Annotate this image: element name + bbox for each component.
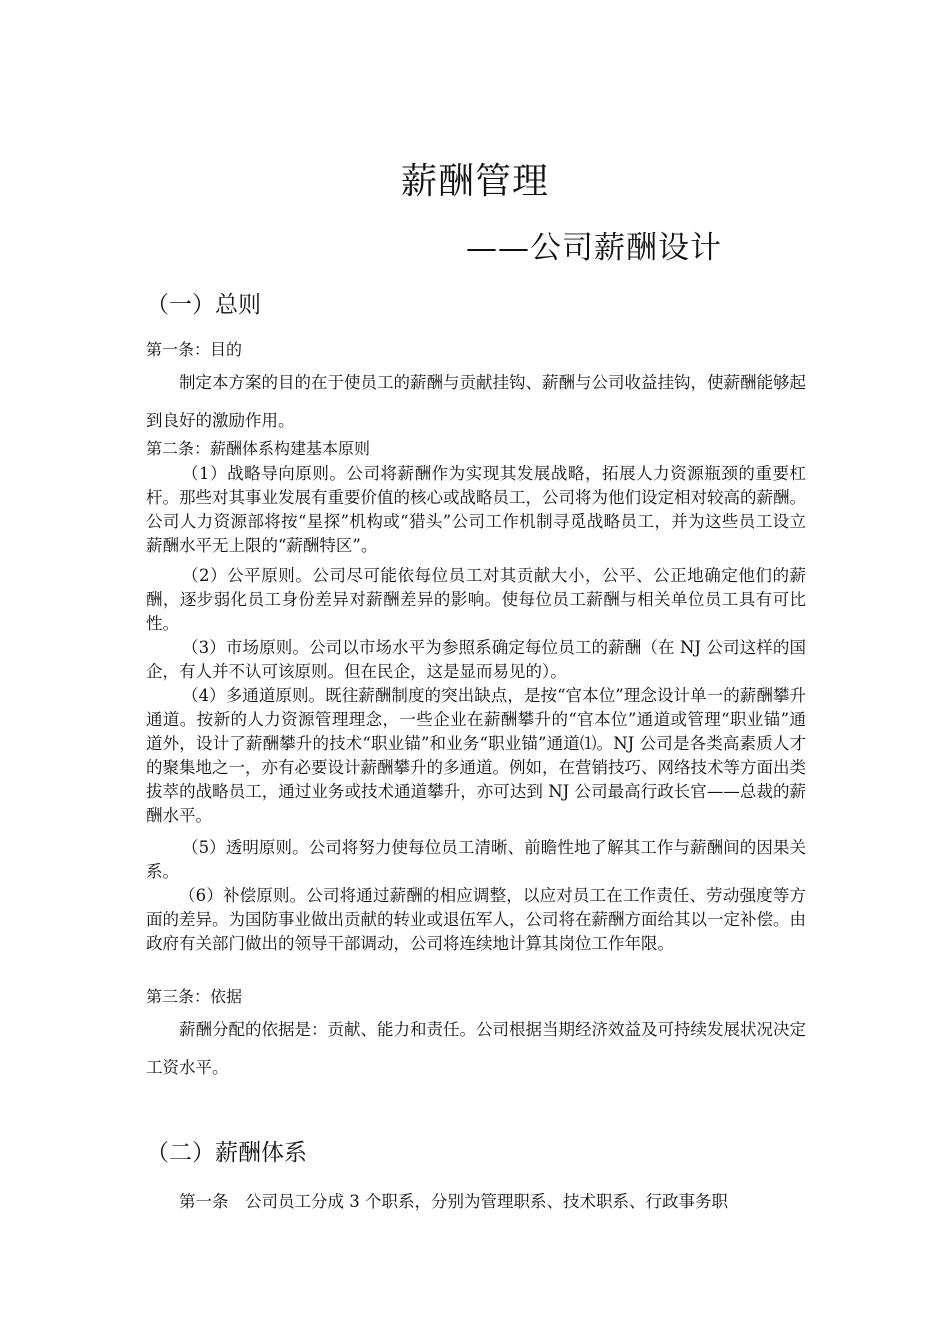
article-text-job-families: 第一条 公司员工分成 3 个职系，分别为管理职系、技术职系、行政事务职 xyxy=(179,1192,728,1211)
document-subtitle: ——公司薪酬设计 xyxy=(466,230,722,266)
article-text-basis: 薪酬分配的依据是：贡献、能力和责任。公司根据当期经济效益及可持续发展状况决定工资水平。 xyxy=(146,1020,806,1077)
principle-paragraph: （5）透明原则。公司将努力使每位员工清晰、前瞻性地了解其工作与薪酬间的因果关系。 xyxy=(146,838,806,881)
principle-paragraph: （1）战略导向原则。公司将薪酬作为实现其发展战略，拓展人力资源瓶颈的重要杠杆。那些对其事业发展有重要价值的核心或战略员工，公司将为他们设定相对较高的薪酬。公司人力资源部将按“星探”机构或“猎头”公司工作机制寻觅战略员工，并为这些员工设立薪酬水平无上限的“薪酬特区”。 xyxy=(146,464,806,555)
article-heading-purpose: 第一条：目的 xyxy=(146,340,243,359)
section-heading-general: （一）总则 xyxy=(146,292,261,318)
article-heading-basis: 第三条：依据 xyxy=(146,987,243,1006)
principle-paragraph: （6）补偿原则。公司将通过薪酬的相应调整，以应对员工在工作责任、劳动强度等方面的差异。为国防事业做出贡献的转业或退伍军人，公司将在薪酬方面给其以一定补偿。由政府有关部门做出的领导干部调动，公司将连续地计算其岗位工作年限。 xyxy=(146,886,806,953)
article-text-purpose: 制定本方案的目的在于使员工的薪酬与贡献挂钩、薪酬与公司收益挂钩，使薪酬能够起到良好的激励作用。 xyxy=(146,373,806,430)
principle-paragraph: （3）市场原则。公司以市场水平为参照系确定每位员工的薪酬（在 NJ 公司这样的国企，有人并不认可该原则。但在民企，这是显而易见的）。 xyxy=(146,638,806,681)
section-heading-salary-system: （二）薪酬体系 xyxy=(146,1140,307,1166)
principle-paragraph: （2）公平原则。公司尽可能依每位员工对其贡献大小，公平、公正地确定他们的薪酬，逐步弱化员工身份差异对薪酬差异的影响。使每位员工薪酬与相关单位员工具有可比性。 xyxy=(146,566,806,633)
principle-paragraph: （4）多通道原则。既往薪酬制度的突出缺点，是按“官本位”理念设计单一的薪酬攀升通道。按新的人力资源管理理念，一些企业在薪酬攀升的“官本位”通道或管理“职业锚”通道外，设计了薪酬攀升的技术“职业锚”和业务“职业锚”通道⑴。NJ 公司是各类高素质人才的聚集地之一，亦有必要设计薪酬攀升的多通道。例如，在营销技巧、网络技术等方面出类拔萃的战略员工，通过业务或技术通道攀升，亦可达到 NJ 公司最高行政长官——总裁的薪酬水平。 xyxy=(146,686,806,825)
document-title: 薪酬管理 xyxy=(400,161,549,202)
article-heading-principles: 第二条：薪酬体系构建基本原则 xyxy=(146,439,371,458)
